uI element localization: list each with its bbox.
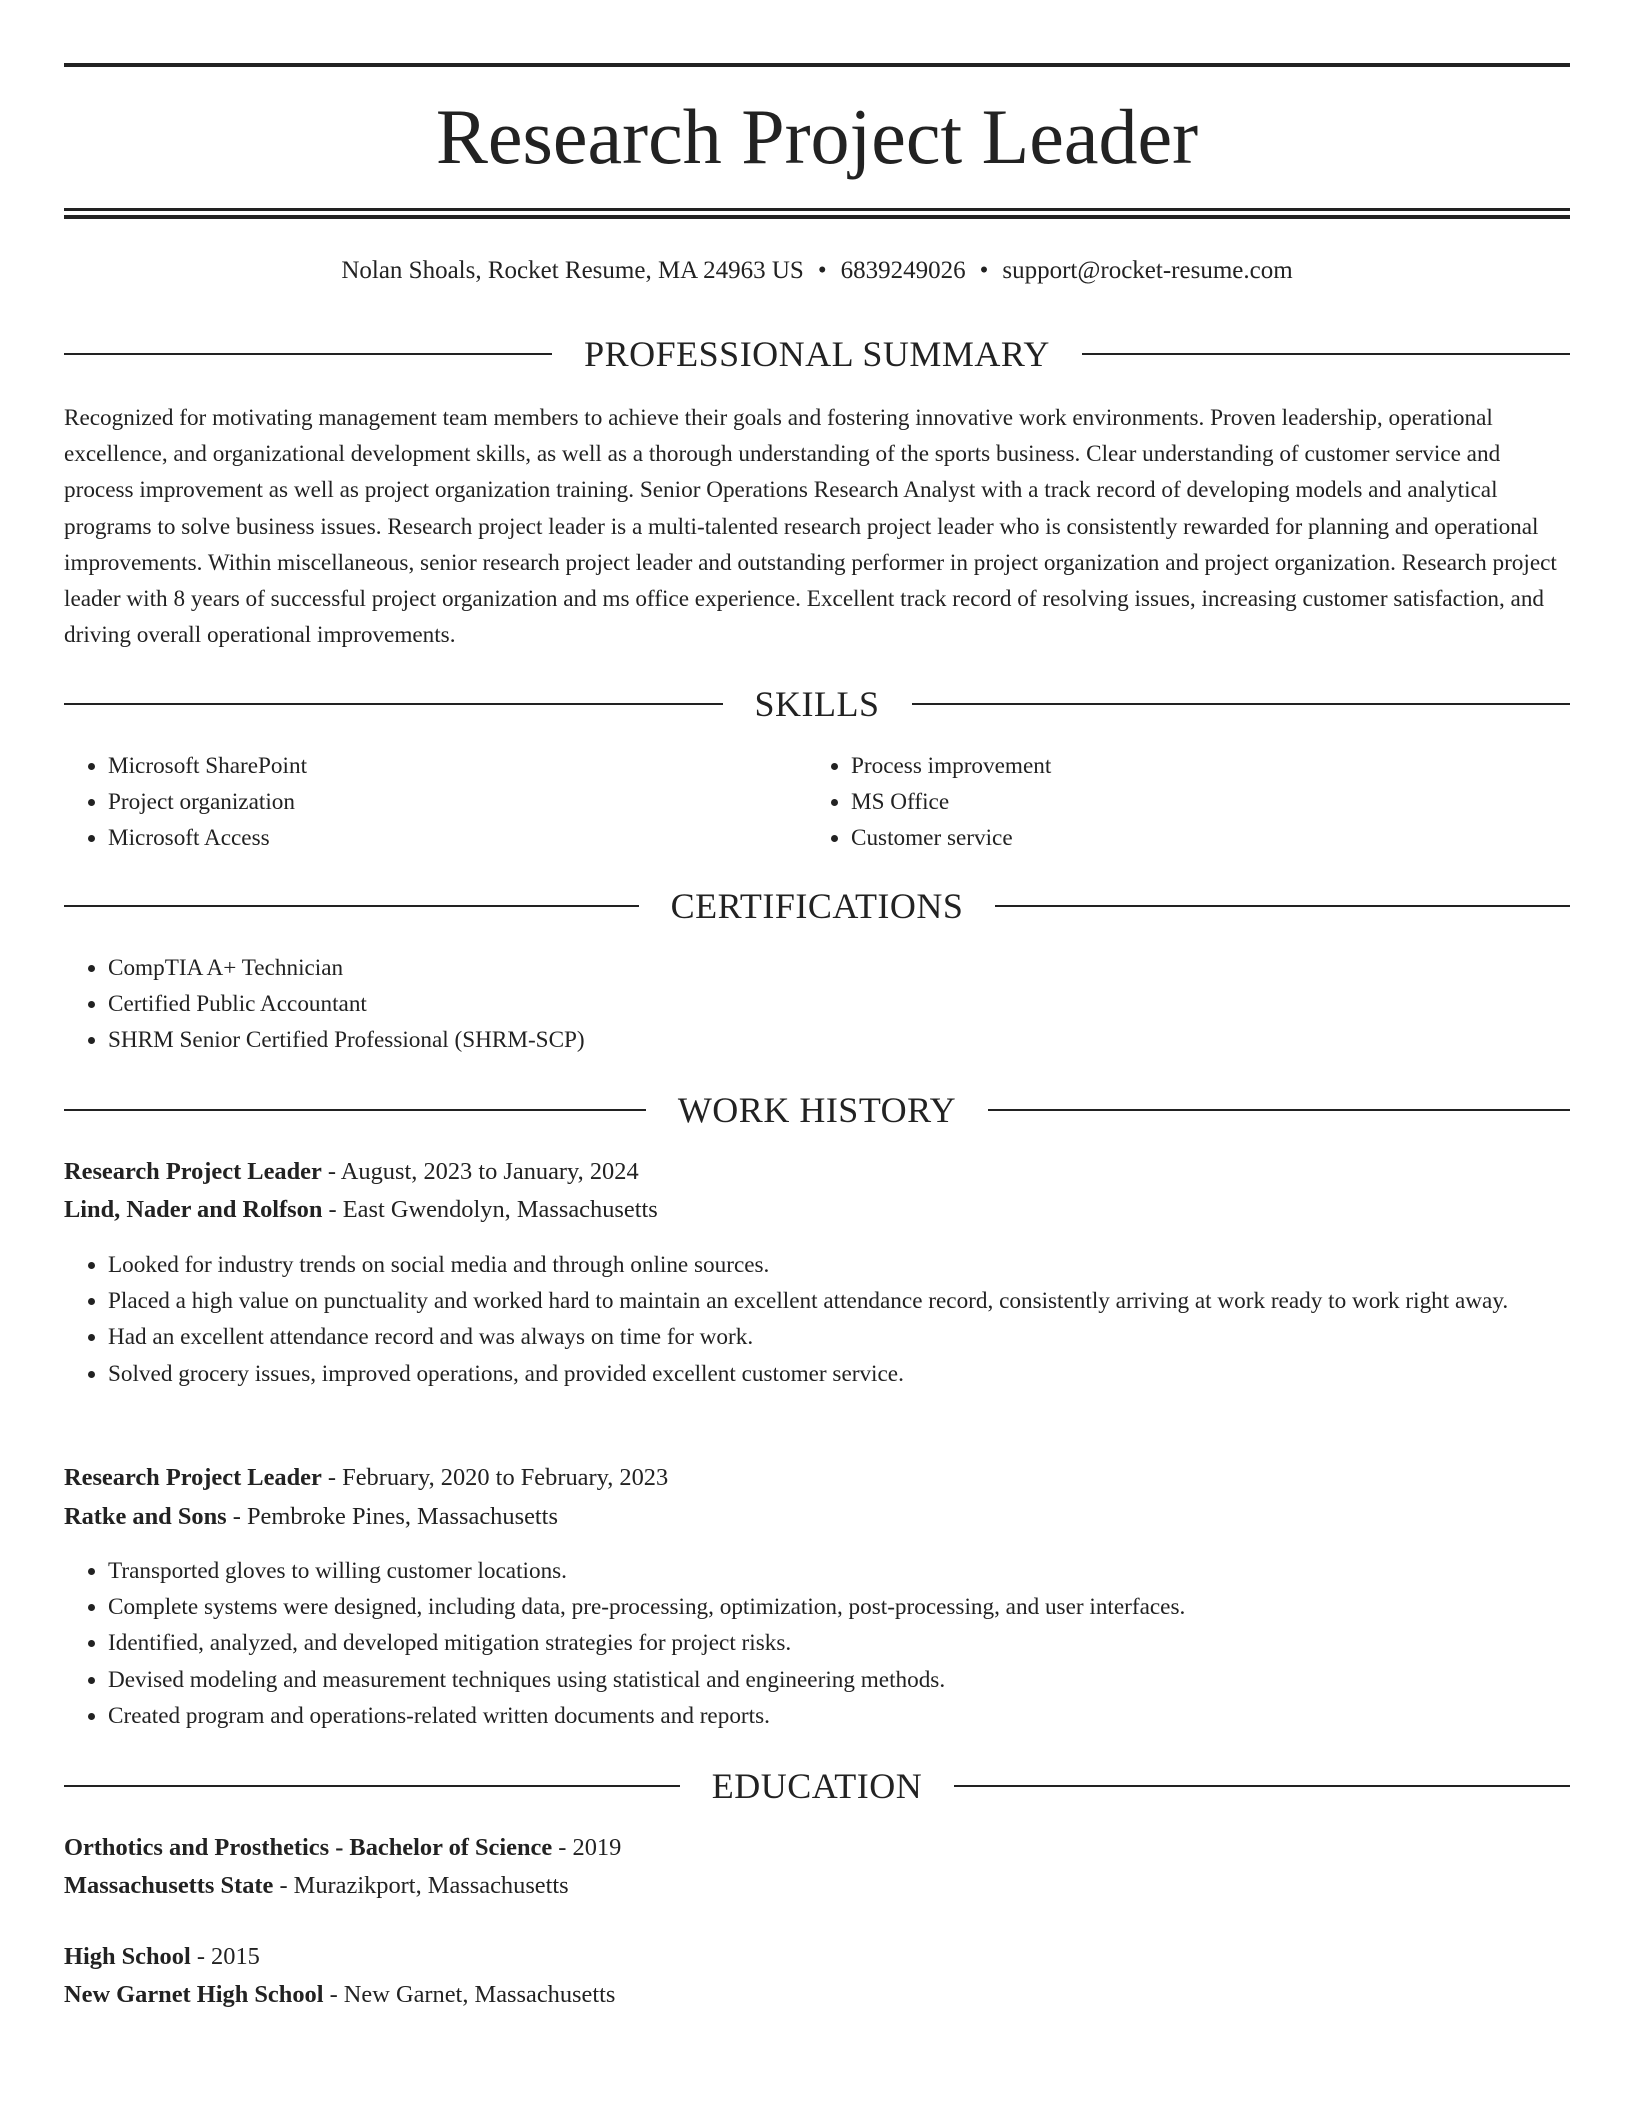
job-company-line xyxy=(64,1500,558,1534)
job-bullet: • Identified, analyzed, and developed mitigation strategies for project risks. xyxy=(108,1625,1570,1661)
skill-item: • Project organization xyxy=(108,784,307,820)
section-heading-summary xyxy=(64,332,1570,376)
job-company: Ratke and Sons xyxy=(64,1503,227,1530)
job-bullet: • Solved grocery issues, improved operations, and provided excellent customer service. xyxy=(108,1356,1570,1392)
job-title: Research Project Leader xyxy=(64,1158,322,1185)
job-company-line xyxy=(64,1193,658,1227)
job-bullet-list xyxy=(64,1553,1570,1734)
resume-title: Research Project Leader xyxy=(435,93,1199,180)
education-school: New Garnet High School xyxy=(64,1981,324,2008)
heading-rule xyxy=(64,353,552,355)
section-heading-label: CERTIFICATIONS xyxy=(670,886,964,926)
job-title-line xyxy=(64,1461,668,1495)
job-bullet: • Complete systems were designed, including data, pre-processing, optimization, post-processing, and user interfaces. xyxy=(108,1589,1570,1625)
job-bullet: • Created program and operations-related written documents and reports. xyxy=(108,1698,1570,1734)
job-dates: - August, 2023 to January, 2024 xyxy=(321,1158,639,1185)
education-degree: Orthotics and Prosthetics - Bachelor of Science xyxy=(64,1834,553,1861)
education-year: - 2015 xyxy=(190,1943,260,1970)
heading-rule xyxy=(954,1785,1570,1787)
contact-separator: • xyxy=(817,257,827,284)
heading-rule xyxy=(64,905,639,907)
job-title-line xyxy=(64,1155,639,1189)
section-heading-label: WORK HISTORY xyxy=(677,1090,957,1130)
section-heading-label: PROFESSIONAL SUMMARY xyxy=(584,334,1050,374)
summary-text: Recognized for motivating management team members to achieve their goals and fostering innovative work environments. Proven leadership, operational excellence, and organizational development skills, as well as a thorough understanding of the sports business. Clear understanding of customer service and process improvement as well as project organization training. Senior Operations Research Analyst with a track record of developing models and analytical programs to solve business issues. Research project leader is a multi-talented research project leader who is consistently rewarded for planning and operational improvements. Within miscellaneous, senior research project leader and outstanding performer in project organization and project organization. Research project leader with 8 years of successful project organization and ms office experience. Excellent track record of resolving issues, increasing customer satisfaction, and driving overall operational improvements. xyxy=(64,405,1557,649)
certifications-list xyxy=(64,950,585,1059)
skill-item: • Process improvement xyxy=(851,748,1051,784)
heading-rule xyxy=(64,1109,646,1111)
section-heading-label: SKILLS xyxy=(754,684,880,724)
education-school-line xyxy=(64,1869,569,1903)
job-company: Lind, Nader and Rolfson xyxy=(64,1196,323,1223)
education-degree-line xyxy=(64,1940,260,1974)
job-bullet-list xyxy=(64,1247,1570,1392)
contact-email: support@rocket-resume.com xyxy=(1002,257,1293,284)
skills-list-left xyxy=(64,748,307,857)
education-school-line xyxy=(64,1978,615,2012)
job-bullet: • Had an excellent attendance record and was always on time for work. xyxy=(108,1319,1570,1355)
section-heading-work-history xyxy=(64,1088,1570,1132)
top-rule xyxy=(64,63,1570,67)
certification-item: • CompTIA A+ Technician xyxy=(108,950,585,986)
section-heading-certifications xyxy=(64,884,1570,928)
job-dates: - February, 2020 to February, 2023 xyxy=(321,1464,669,1491)
certification-item: • Certified Public Accountant xyxy=(108,986,585,1022)
certification-item: • SHRM Senior Certified Professional (SHRM-SCP) xyxy=(108,1022,585,1058)
contact-separator: • xyxy=(979,257,989,284)
job-location: - East Gwendolyn, Massachusetts xyxy=(322,1196,658,1223)
skill-item: • Customer service xyxy=(851,820,1051,856)
contact-address: Nolan Shoals, Rocket Resume, MA 24963 US xyxy=(341,257,804,284)
education-location: - New Garnet, Massachusetts xyxy=(323,1981,616,2008)
section-heading-education xyxy=(64,1764,1570,1808)
skill-item: • Microsoft Access xyxy=(108,820,307,856)
education-degree: High School xyxy=(64,1943,191,1970)
job-bullet: • Transported gloves to willing customer locations. xyxy=(108,1553,1570,1589)
heading-rule xyxy=(912,703,1571,705)
education-degree-line xyxy=(64,1831,621,1865)
heading-rule xyxy=(988,1109,1570,1111)
skill-item: • Microsoft SharePoint xyxy=(108,748,307,784)
heading-rule xyxy=(995,905,1570,907)
heading-rule xyxy=(64,703,723,705)
title-rule-upper xyxy=(64,208,1570,211)
job-bullet: • Devised modeling and measurement techniques using statistical and engineering methods. xyxy=(108,1662,1570,1698)
heading-rule xyxy=(64,1785,680,1787)
education-location: - Murazikport, Massachusetts xyxy=(273,1872,569,1899)
job-location: - Pembroke Pines, Massachusetts xyxy=(226,1503,558,1530)
heading-rule xyxy=(1082,353,1570,355)
education-year: - 2019 xyxy=(552,1834,622,1861)
job-bullet: • Looked for industry trends on social media and through online sources. xyxy=(108,1247,1570,1283)
education-school: Massachusetts State xyxy=(64,1872,274,1899)
skills-list-right xyxy=(807,748,1051,857)
job-title: Research Project Leader xyxy=(64,1464,322,1491)
title-rule-lower xyxy=(64,215,1570,219)
contact-phone: 6839249026 xyxy=(840,257,966,284)
job-bullet: • Placed a high value on punctuality and worked hard to maintain an excellent attendance record, consistently arriving at work ready to work right away. xyxy=(108,1283,1570,1319)
section-heading-label: EDUCATION xyxy=(711,1766,923,1806)
skill-item: • MS Office xyxy=(851,784,1051,820)
contact-line xyxy=(64,254,1570,288)
section-heading-skills xyxy=(64,682,1570,726)
